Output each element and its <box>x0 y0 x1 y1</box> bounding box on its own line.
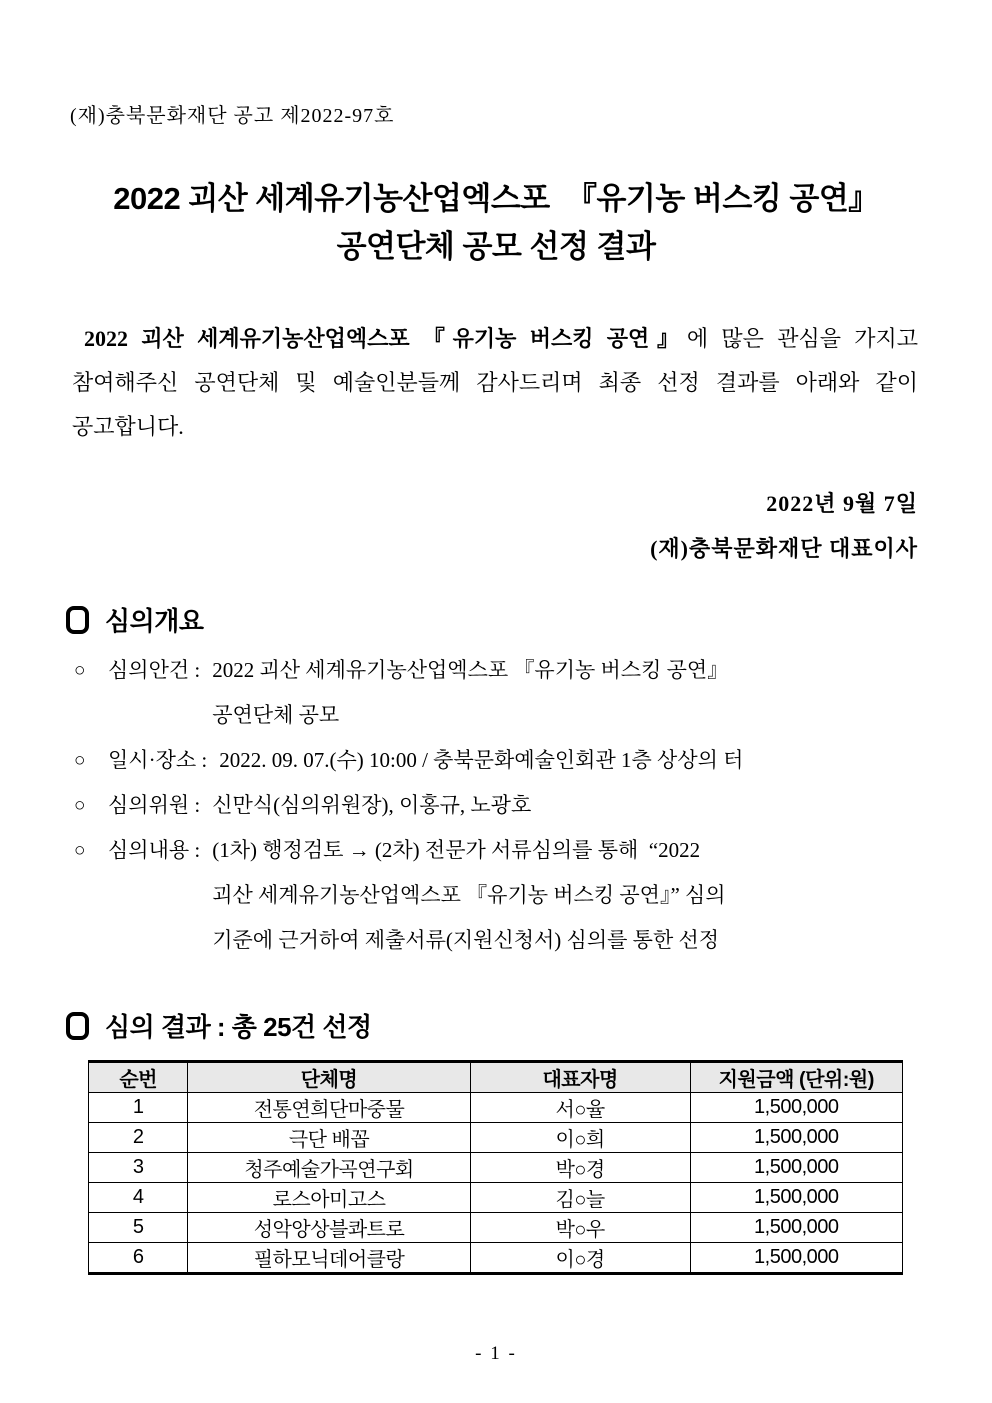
intro-paragraph <box>72 317 918 449</box>
section-overview-heading-label: 심의개요 <box>105 606 204 636</box>
table-row <box>89 1243 903 1274</box>
table-row <box>89 1123 903 1153</box>
square-bullet-icon <box>66 606 89 634</box>
circle-bullet-icon: ○ <box>74 750 86 771</box>
title-line-1: 2022 괴산 세계유기농산업엑스포 『유기농 버스킹 공연』 <box>113 181 879 216</box>
overview-bullet-list <box>74 648 952 963</box>
bullet-line: 괴산 세계유기농산업엑스포 『유기농 버스킹 공연』” 심의 <box>212 883 726 907</box>
intro-bold-segment: 2022 괴산 세계유기농산업엑스포 『유기농 버스킹 공연』 <box>84 326 687 351</box>
bullet-content <box>212 828 952 963</box>
bullet-content <box>212 648 952 738</box>
cell-representative: 박○경 <box>470 1153 690 1183</box>
cell-group-name: 청주예술가곡연구회 <box>188 1153 470 1183</box>
section-overview-heading <box>66 601 992 638</box>
bullet-item-review-content <box>74 828 952 963</box>
circle-bullet-icon: ○ <box>74 840 86 861</box>
cell-group-name: 성악앙상블콰트로 <box>188 1213 470 1243</box>
cell-representative: 서○율 <box>470 1093 690 1123</box>
result-table <box>88 1060 903 1275</box>
signature-line: (재)충북문화재단 대표이사 <box>650 536 918 561</box>
page-title <box>40 175 952 271</box>
page-number: - 1 - <box>475 1343 517 1364</box>
col-header-no: 순번 <box>89 1062 188 1093</box>
cell-amount: 1,500,000 <box>690 1183 902 1213</box>
table-row <box>89 1183 903 1213</box>
col-header-amount: 지원금액 (단위:원) <box>690 1062 902 1093</box>
bullet-line: 신만식(심의위원장), 이홍규, 노광호 <box>212 793 532 817</box>
circle-bullet-icon: ○ <box>74 660 86 681</box>
cell-amount: 1,500,000 <box>690 1123 902 1153</box>
bullet-line: 공연단체 공모 <box>212 703 340 727</box>
cell-no: 3 <box>89 1153 188 1183</box>
table-row <box>89 1093 903 1123</box>
cell-group-name: 로스아미고스 <box>188 1183 470 1213</box>
bullet-line: 2022. 09. 07.(수) 10:00 / 충북문화예술인회관 1층 상상의 터 <box>219 748 744 772</box>
square-bullet-icon <box>66 1012 89 1040</box>
cell-representative: 김○늘 <box>470 1183 690 1213</box>
cell-amount: 1,500,000 <box>690 1243 902 1274</box>
cell-representative: 이○희 <box>470 1123 690 1153</box>
col-header-group-name: 단체명 <box>188 1062 470 1093</box>
cell-no: 2 <box>89 1123 188 1153</box>
bullet-line: 2022 괴산 세계유기농산업엑스포 『유기농 버스킹 공연』 <box>212 658 729 682</box>
bullet-line: (1차) 행정검토 → (2차) 전문가 서류심의를 통해 “2022 <box>212 838 701 862</box>
cell-amount: 1,500,000 <box>690 1153 902 1183</box>
table-header-row <box>89 1062 903 1093</box>
section-result-heading <box>66 1007 992 1044</box>
intro-rest-segment: 에 많은 관심을 가지고 참여해주신 공연단체 및 예술인분들께 감사드리며 최종 선정 결과를 아래와 같이 공고합니다. <box>72 326 918 439</box>
bullet-label: 일시·장소 : <box>108 748 208 772</box>
bullet-content <box>212 783 952 828</box>
cell-no: 6 <box>89 1243 188 1274</box>
table-row <box>89 1153 903 1183</box>
cell-representative: 이○경 <box>470 1243 690 1274</box>
table-row <box>89 1213 903 1243</box>
bullet-content <box>219 738 952 783</box>
bullet-item-datetime-place <box>74 738 952 783</box>
cell-group-name: 극단 배꼽 <box>188 1123 470 1153</box>
title-line-2: 공연단체 공모 선정 결과 <box>336 229 656 264</box>
cell-amount: 1,500,000 <box>690 1093 902 1123</box>
cell-group-name: 필하모닉데어클랑 <box>188 1243 470 1274</box>
bullet-label: 심의내용 : <box>108 838 201 862</box>
col-header-representative: 대표자명 <box>470 1062 690 1093</box>
circle-bullet-icon: ○ <box>74 795 86 816</box>
date-signature-block <box>0 481 918 571</box>
bullet-label: 심의안건 : <box>108 658 201 682</box>
date-line: 2022년 9월 7일 <box>766 491 918 516</box>
cell-representative: 박○우 <box>470 1213 690 1243</box>
cell-no: 4 <box>89 1183 188 1213</box>
cell-amount: 1,500,000 <box>690 1213 902 1243</box>
cell-group-name: 전통연희단마중물 <box>188 1093 470 1123</box>
doc-number: (재)충북문화재단 공고 제2022-97호 <box>70 105 395 127</box>
section-result-heading-label: 심의 결과 : 총 25건 선정 <box>105 1012 372 1042</box>
bullet-label: 심의위원 : <box>108 793 201 817</box>
bullet-line: 기준에 근거하여 제출서류(지원신청서) 심의를 통한 선정 <box>212 928 720 952</box>
cell-no: 1 <box>89 1093 188 1123</box>
cell-no: 5 <box>89 1213 188 1243</box>
bullet-item-agenda <box>74 648 952 738</box>
bullet-item-committee <box>74 783 952 828</box>
